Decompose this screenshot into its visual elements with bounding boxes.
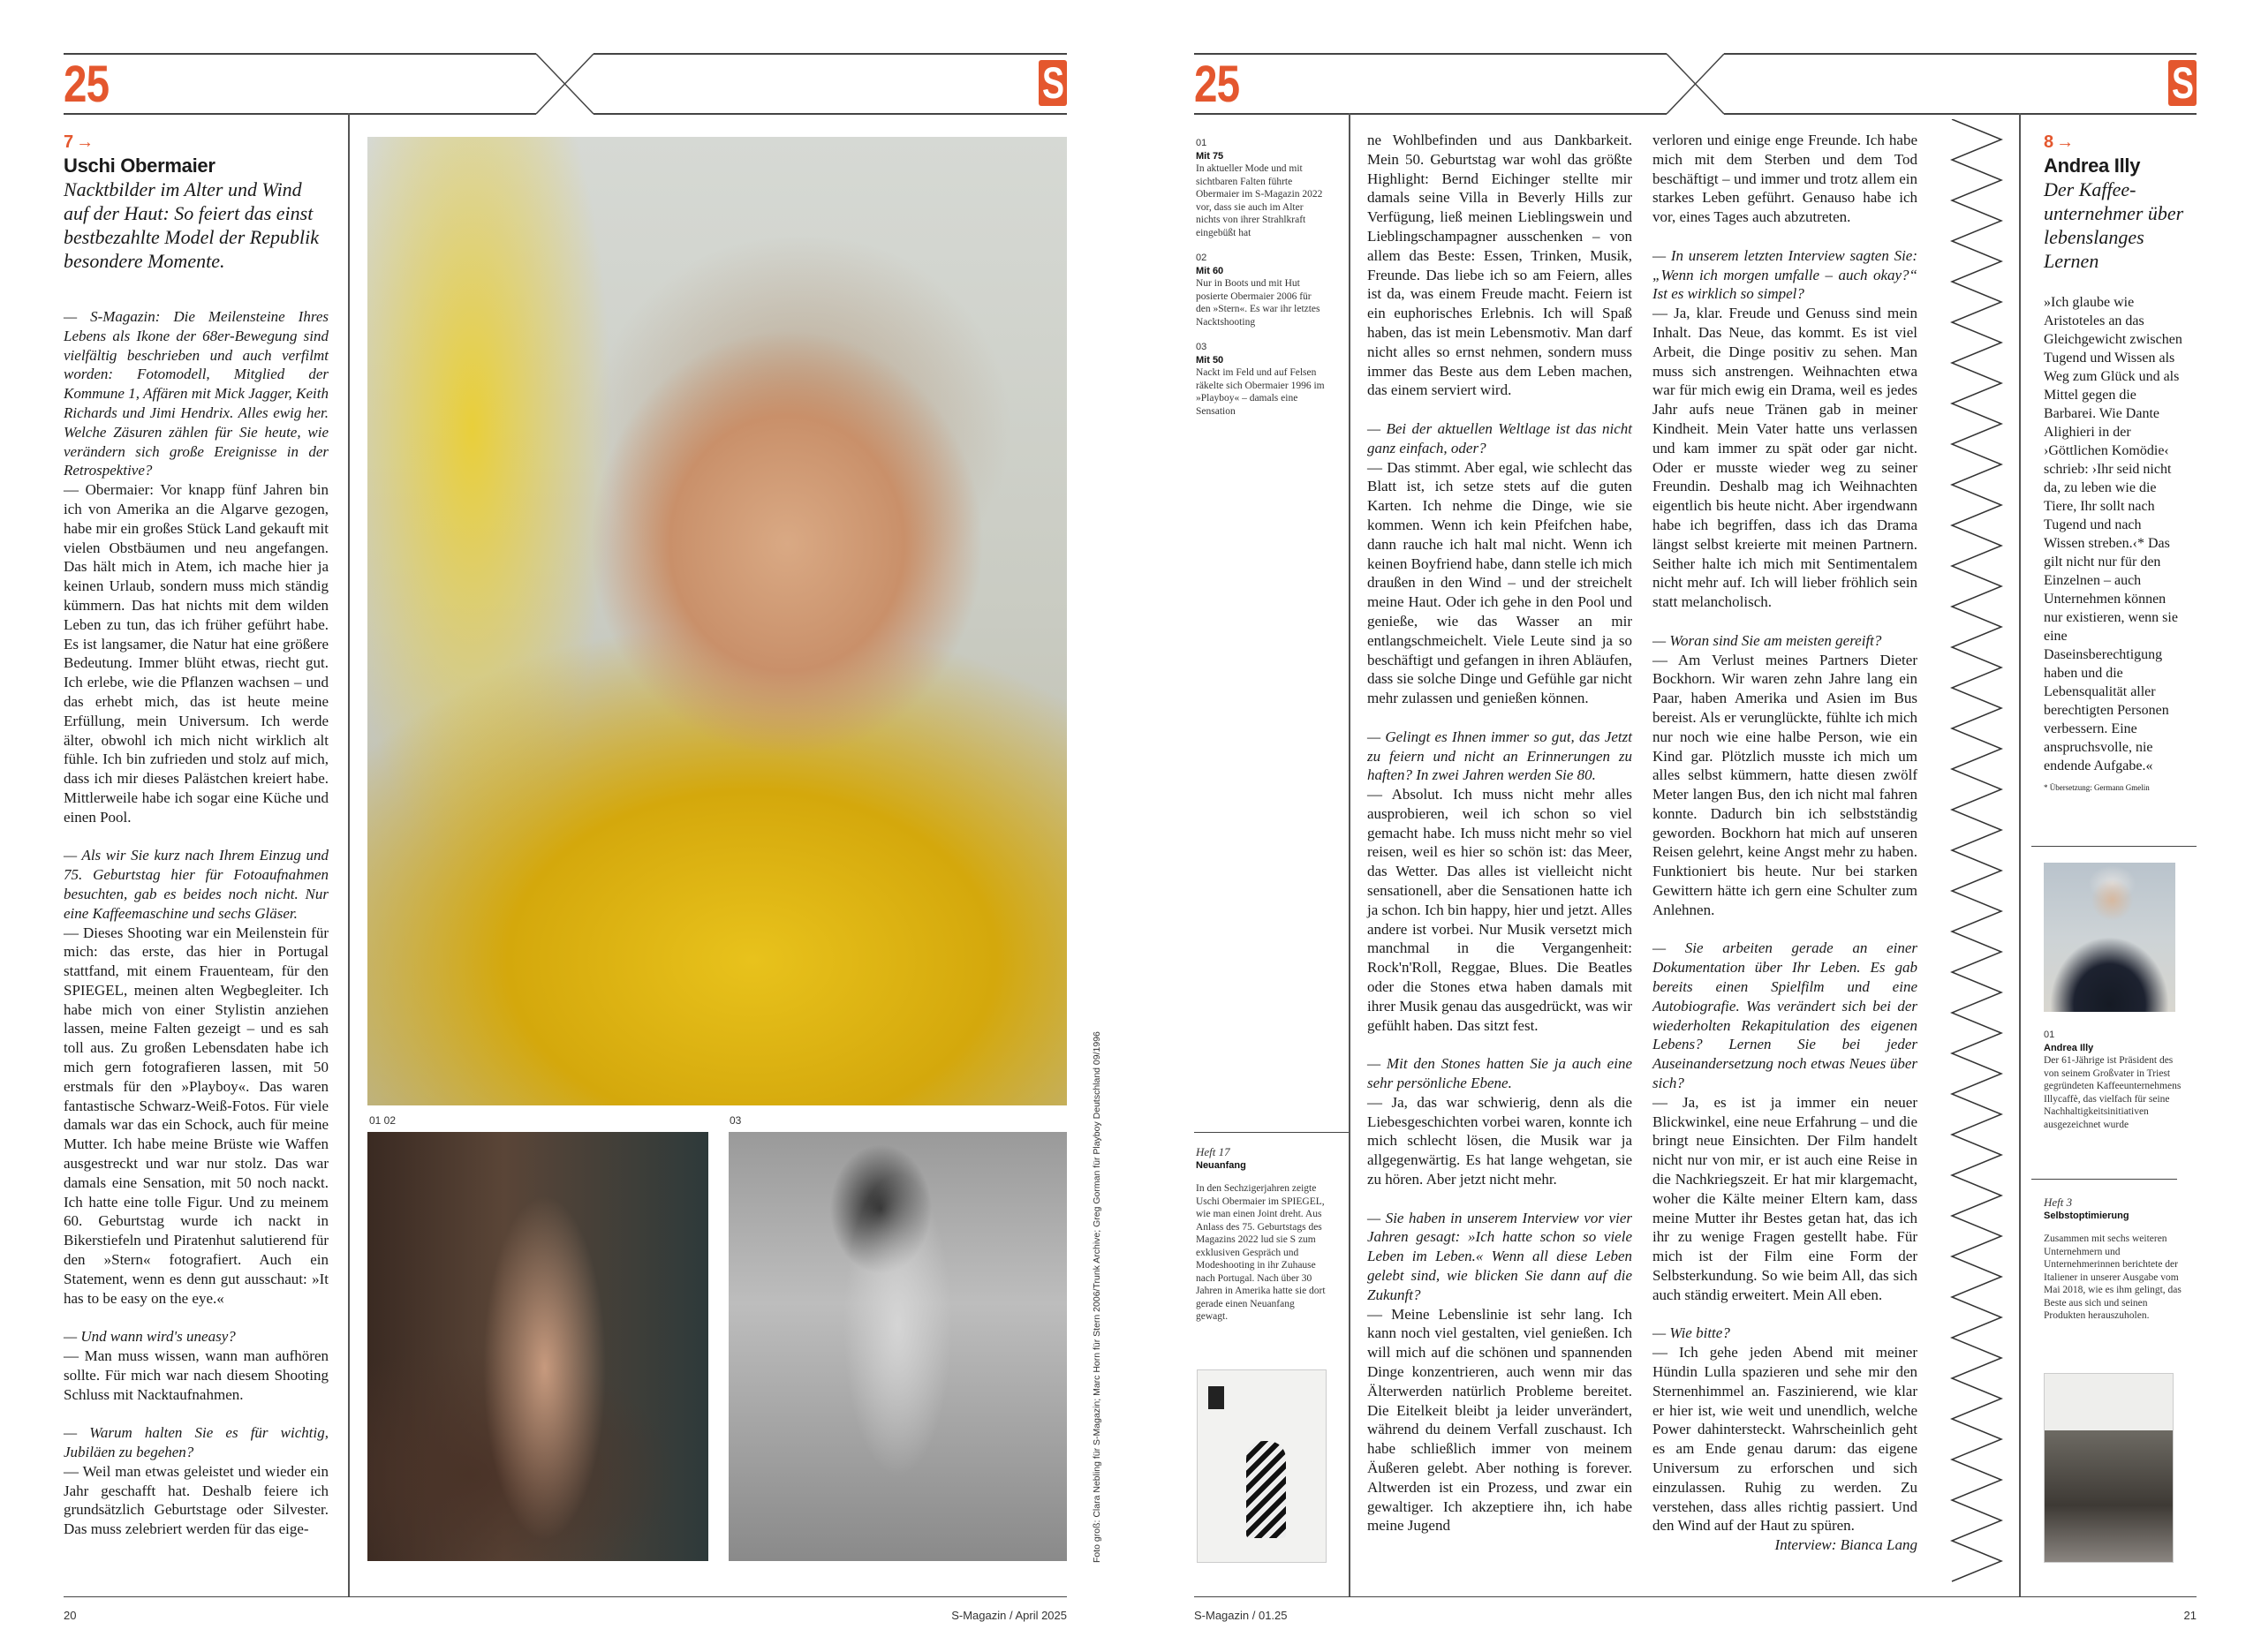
illy-quote: »Ich glaube wie Aristoteles an das Gleichgewicht zwischen Tugend und Wissen als Weg zum Glück und als Mittel gegen die Barbarei. Wie Dante Alighieri in der ›Göttlichen Komödie‹ schrieb: ›Ihr seid nicht da, zu leben wie die Tiere, Ihr sollt nach Tugend und nach Wissen streben.‹* Das gilt nicht nur für den Einzelnen – auch Unternehmen können nur existieren, wenn sie eine Daseinsberechtigung haben und die Lebensqualität aller berechtigten Personen verbessern. Eine anspruchsvolle, nie endende Aufgabe.« (2044, 295, 2182, 773)
cover-figure (1246, 1441, 1286, 1538)
heft-title: Selbstoptimierung (2044, 1210, 2129, 1221)
article-column (1652, 131, 1917, 1555)
illy-caption (2044, 1029, 2183, 1131)
heft-17-box (1196, 1146, 1328, 1324)
column-divider (348, 113, 350, 1596)
interview-question: — Und wann wird's uneasy? (64, 1328, 236, 1346)
page-number: 21 (2183, 1609, 2197, 1622)
column-divider (1349, 113, 1350, 1596)
main-photo-obermaier (367, 137, 1067, 1105)
caption-number: 03 (1196, 342, 1207, 352)
zigzag-line (1952, 119, 2001, 1581)
header-rule-top (1724, 53, 2197, 55)
interview-question: — Sie haben in unserem Interview vor vier Jahren gesagt: »Ich hatte schon so viele Leben im Leben.« Wenn all diese Leben gelebt sind, wie blicken Sie dann auf die Zukunft? (1367, 1209, 1632, 1303)
photo-credit: Foto groß: Clara Nebling für S-Magazin; Marc Horn für Stern 2006/Trunk Archive; Greg Gorman für Playboy Deutschland 09/1996 (1092, 1031, 1102, 1563)
heft-text: In den Sechzigerjahren zeigte Uschi Obermaier im SPIEGEL, wie man einen Joint dreht. Aus Anlass des 75. Geburtstags des Magazins 2022 lud sie S zum exklusiven Gespräch und Modeshooting in ihr Zuhause nach Portugal. Nach über 30 Jahren in Amerika hatte sie dort gerade einen Neuanfang gewagt. (1196, 1183, 1326, 1322)
interview-question: — Sie arbeiten gerade an einer Dokumentation über Ihr Leben. Es gab bereits einen Spielfilm und eine Autobiografie. Was verändert sich bei der wiederholten Rekapitulation des eigenen Lebens? Lernen Sie bei jeder Auseinandersetzung noch etwas Neues über sich? (1652, 939, 1917, 1092)
interview-answer: — Ja, es ist ja immer ein neuer Blickwinkel, eine neue Erfahrung – und die bringt neue Einsichten. Der Film handelt nicht nur von mir, er ist auch eine Reise in die Nachkriegszeit. Er hat mir klargemacht, woher die Kälte meiner Eltern kam, dass meine Mutter ihr Bestes getan hat, das ich ihr zu wenige Fragen gestellt habe. Für mich ist der Film eine Form der Selbsterkundung. So wie beim All, das sich auch ständig erweitert. Mein All eben. (1652, 1093, 1917, 1303)
caption-title: Andrea Illy (2044, 1042, 2094, 1053)
interview-question: — S-Magazin: Die Meilensteine Ihres Lebens als Ikone der 68er-Bewegung sind vielfältig beschrieben und auch verfilmt worden: Fotomodell, Mitglied der Kommune 1, Affären mit Mick Jagger, Keith Richards und Jimi Hendrix. Alles ewig her. Welche Zäsuren zählen für Sie heute, wie verändern sich große Ereignisse in der Retrospektive? (64, 308, 329, 479)
heft-3-box (2044, 1196, 2183, 1323)
interview-answer: — Das stimmt. Aber egal, wie schlecht das Blatt ist, ich setze stets auf die guten Karten. Ich nehme die Dinge, wie sie kommen. Wenn ich kein Pfeifchen habe, dann rauche ich halt mal nicht. Wenn ich keinen Boyfriend habe, dann stelle ich mich draußen in den Wind – und der streichelt meine Haut. Oder ich gehe in den Pool und genieße, wie das Wasser an mir entlangschmeichelt. Viele Leute sind ja so beschäftigt und gefangen in ihren Abläufen, dass sie solche Dinge und Gefühle gar nicht mehr zulassen und genießen können. (1367, 458, 1632, 707)
caption-number: 01 (2044, 1030, 2055, 1040)
heft-label: Heft 3 (2044, 1196, 2073, 1209)
arrow-right-icon: → (76, 132, 95, 152)
header-rule-top (1194, 53, 1667, 55)
illy-header (2044, 132, 2185, 273)
illy-quote-block (2044, 293, 2185, 797)
header-rule-bottom (1724, 113, 2197, 115)
interview-answer: — Dieses Shooting war ein Meilenstein für mich: das erste, das hier in Portugal stattfand, mit einem Frauenteam, für den SPIEGEL, meinen alten Wegbegleiter. Ich habe mich von einer Stylistin anziehen lassen, meine Falten gezeigt – und es sah toll aus. Zu großen Lebensdaten habe ich mich gern fotografieren lassen, mit 50 erstmals für den »Playboy«. Das waren fantastische Schwarz-Weiß-Fotos. Für viele damals war das ein Schock, auch für meine Mutter. Ich habe meine Brüste wie Waffen ausgestreckt und war nur stolz. Das war damals eine Sensation, mit 50 noch nackt. Ich hatte eine tolle Figur. Und zu meinem 60. Geburtstag wurde ich nackt in Bikerstiefeln und Piratenhut salutierend für den »Stern« fotografiert. Auch ein Statement, wenn es denn gut ausschaut: »It has to be easy on the eye.« (64, 924, 329, 1307)
issue-number: 25 (1194, 56, 1240, 113)
heft-label: Heft 17 (1196, 1145, 1230, 1158)
article-kicker[interactable] (2044, 132, 2185, 153)
header-rule-bottom (1194, 113, 1667, 115)
zigzag-divider-ornament (1948, 119, 2005, 1598)
page-number: 20 (64, 1609, 77, 1622)
caption-text: Der 61-Jährige ist Präsident des von seinem Großvater in Triest gegründeten Kaffeeunternehmens Illycaffè, das vielfach für seine Nachhaltigkeitsinitiativen ausgezeichnet wurde (2044, 1055, 2182, 1130)
caption-text: Nur in Boots und mit Hut posierte Obermaier 2006 für den »Stern«. Es war ihr letztes Nacktshooting (1196, 278, 1320, 328)
interview-answer: — Ja, das war schwierig, denn als die Liebesgeschichten vorbei waren, konnte ich mich schlecht lösen, die Musik war ja allgegenwärtig. Es hat lange wehgetan, sie zu hören. Aber jetzt nicht mehr. (1367, 1093, 1632, 1188)
kicker-number: 8 (2044, 132, 2054, 152)
interview-byline: Interview: Bianca Lang (1774, 1536, 1917, 1554)
interview-answer: ne Wohlbefinden und aus Dankbarkeit. Mein 50. Geburtstag war wohl das größte Highlight: Bernd Eichinger stellte mir damals seine Villa in Beverly Hills zur Verfügung, ließ meinen Lieblingswein und Lieblingschampagner ausschenken – von allem das Beste: Essen, Trinken, Musik, Freunde. Das liebe ich so am Feiern, alles ist da, was einem Freude macht. Feiern ist ein euphorisches Erlebnis. Ich will Spaß haben, das ist mein Lebensmotiv. Man darf nicht alles so ernst nehmen, sondern muss immer das Beste aus dem Leben machen, das einem serviert wird. (1367, 132, 1632, 399)
caption-01 (1196, 137, 1328, 239)
header-cross-ornament (1660, 51, 1731, 117)
article-subtitle: Nacktbilder im Alter und Wind auf der Haut: So feiert das einst bestbezahlte Model der Republik besondere Momente. (64, 178, 319, 272)
header-rule-top (64, 53, 536, 55)
column-divider (2019, 113, 2021, 1596)
issue-number: 25 (64, 56, 110, 113)
photo-label: 03 (730, 1114, 742, 1127)
interview-answer: — Ich gehe jeden Abend mit meiner Hündin Lulla spazieren und sehe mir den Sternenhimmel an. Faszinierend, wie klar er hier ist, wie weit und unendlich, welche Power dahintersteckt. Wahrscheinlich geht es am Ende genau darum: das eigene Universum zu erforschen und sich einzulassen. Ruhig zu werden. Zu verstehen, dass alles richtig passiert. Und den Wind auf der Haut zu spüren. (1652, 1344, 1917, 1535)
heft-title: Neuanfang (1196, 1159, 1246, 1171)
arrow-right-icon: → (2056, 132, 2075, 152)
caption-02 (1196, 252, 1328, 328)
sidebar-rule (2031, 846, 2197, 847)
interview-question: — In unserem letzten Interview sagten Sie: „Wenn ich morgen umfalle – auch okay?“ Ist es wirklich so simpel? (1652, 246, 1917, 303)
interview-question: — Wie bitte? (1652, 1324, 1730, 1342)
photo-stern-2006 (367, 1132, 708, 1561)
interview-answer: — Weil man etwas geleistet und wieder ein Jahr geschafft hat. Deshalb feiere ich grundsätzlich Geburtstage oder Silvester. Das muss zelebriert werden für das eige- (64, 1462, 329, 1538)
interview-question: — Mit den Stones hatten Sie ja auch eine sehr persönliche Ebene. (1367, 1055, 1632, 1092)
heft-text: Zusammen mit sechs weiteren Unternehmern und Unternehmerinnen berichtete der Italiener in unserer Ausgabe vom Mai 2018, wie es ihm gelingt, das Beste aus sich und seinen Produkten herauszuholen. (2044, 1233, 2182, 1321)
header-rule-bottom (64, 113, 536, 115)
interview-answer: — Absolut. Ich muss nicht mehr alles ausprobieren, weil ich schon so viel gemacht habe. Ich muss nicht mehr so viel reisen, weil es hier so schön ist: das Meer, das Wetter. Das alles ist vielleicht nicht sensationell, aber die Sensationen hatte ich ja schon. Ich bin happy, hier und jetzt. Alles andere ist vorbei. Nur Musik versetzt mich manchmal in die Vergangenheit: Rock'n'Roll, Reggae, Blues. Die Beatles oder die Stones etwa haben damals mit ihrer Musik genau das ausgedrückt, was wir gefühlt haben. Das sitzt fest. (1367, 786, 1632, 1034)
sidebar-rule (1194, 1132, 1349, 1133)
caption-title: Mit 50 (1196, 354, 1224, 366)
photo-andrea-illy (2044, 863, 2175, 1012)
sidebar-rule (2031, 1179, 2177, 1180)
article-header (64, 132, 329, 273)
interview-question: — Bei der aktuellen Weltlage ist das nicht ganz einfach, oder? (1367, 419, 1632, 456)
interview-answer: verloren und einige enge Freunde. Ich habe mich mit dem Sterben und dem Tod beschäftigt – und immer und trotz allem ein starkes Leben geführt. Genauso habe ich vor, eines Tages auch abzutreten. (1652, 132, 1917, 226)
s-magazin-logo: S (2168, 60, 2197, 106)
article-name: Uschi Obermaier (64, 155, 216, 177)
article-subtitle: Der Kaffeeunternehmer über lebenslanges Lernen (2044, 178, 2184, 272)
caption-number: 01 (1196, 138, 1207, 148)
heft-3-cover-thumbnail[interactable] (2044, 1373, 2174, 1563)
footer-rule (1194, 1596, 2197, 1597)
interview-question: — Woran sind Sie am meisten gereift? (1652, 631, 1882, 649)
interview-answer: — Am Verlust meines Partners Dieter Bockhorn. Wir waren zehn Jahre lang ein Paar, haben Amerika und Asien im Bus bereist. Als er verunglückte, fühlte ich mich nur noch wie eine halbe Person, wie ein Kind gar. Plötzlich musste ich mich um alles selbst kümmern, hatte diesen zwölf Meter langen Bus, den ich nicht mal fahren konnte. Dadurch bin ich selbstständig geworden. Bockhorn hat mich auf unseren Reisen gelehrt, keine Angst mehr zu haben. Funktioniert bis heute. Nur bei starken Gewittern hätte ich gern eine Schulter zum Anlehnen. (1652, 651, 1917, 918)
footer-issue: S-Magazin / April 2025 (951, 1609, 1067, 1622)
interview-question: — Als wir Sie kurz nach Ihrem Einzug und 75. Geburtstag hier für Fotoaufnahmen besuchten, gab es beides noch nicht. Nur eine Kaffeemaschine und sechs Gläser. (64, 847, 329, 922)
caption-text: Nackt im Feld und auf Felsen räkelte sich Obermaier 1996 im »Playboy« – damals eine Sensation (1196, 367, 1325, 417)
footnote: * Übersetzung: Germann Gmelin (2044, 783, 2150, 792)
article-name: Andrea Illy (2044, 155, 2141, 177)
article-kicker[interactable] (64, 132, 329, 153)
interview-answer: — Man muss wissen, wann man aufhören sollte. Für mich war nach diesem Shooting Schluss mit Nacktaufnahmen. (64, 1347, 329, 1403)
article-column (64, 307, 329, 1539)
header-rule-top (594, 53, 1067, 55)
photo-label: 01 02 (369, 1114, 397, 1127)
interview-question: — Warum halten Sie es für wichtig, Jubiläen zu begehen? (64, 1424, 329, 1461)
caption-03 (1196, 341, 1328, 418)
footer-issue: S-Magazin / 01.25 (1194, 1609, 1288, 1622)
caption-title: Mit 75 (1196, 150, 1224, 162)
header-cross-ornament (530, 51, 601, 117)
interview-answer: — Ja, klar. Freude und Genuss sind mein Inhalt. Das Neue, das kommt. Es ist viel Arbeit, die Dinge positiv zu sehen. Man muss sich anstrengen. Weihnachten etwa war für mich ewig ein Drama, weil es jedes Jahr aufs neue Tränen gab in meiner Kindheit. Mein Vater hatte uns verlassen und kam immer zu spät oder gar nicht. Oder er musste wieder weg zu seiner Freundin. Deshalb mag ich Weihnachten eigentlich bis heute nicht. Aber irgendwann habe ich begriffen, dass ich das Drama längst selbst kreierte mit meinen Partnern. Seither halte ich mich mit Sentimentalem nicht mehr auf. Ich will lieber fröhlich sein statt melancholisch. (1652, 305, 1917, 611)
heft-17-cover-thumbnail[interactable] (1197, 1369, 1327, 1563)
interview-question: — Gelingt es Ihnen immer so gut, das Jetzt zu feiern und nicht an Erinnerungen zu haften? In zwei Jahren werden Sie 80. (1367, 728, 1632, 784)
interview-answer: — Meine Lebenslinie ist sehr lang. Ich kann noch viel gestalten, viel genießen. Ich will mich auf die schönen und spannenden Dinge konzentrieren, auch wenn mir das Älterwerden natürlich Probleme bereitet. Die Eitelkeit bleibt ja leider unverändert, während du deinem Verfall zuschaust. Ich habe schließlich immer von meinem Äußeren gelebt. Aber nothing is forever. Altwerden ist ein Prozess, und zwar ein gewaltiger. Ich akzeptiere ihn, ich habe meine Jugend (1367, 1305, 1632, 1535)
cover-logo-icon (1208, 1386, 1224, 1409)
caption-title: Mit 60 (1196, 265, 1224, 276)
caption-number: 02 (1196, 253, 1207, 263)
article-column (1367, 131, 1632, 1535)
interview-answer: — Obermaier: Vor knapp fünf Jahren bin ich von Amerika an die Algarve gezogen, habe mir ein großes Stück Land gekauft mit vielen Obstbäumen und neu angefangen. Das hält mich in Atem, ich mache hier ja keinen Urlaub, sondern muss mich ständig kümmern. Das hat nichts mit dem wilden Leben zu tun, das ich früher geführt habe. Es ist langsamer, die Natur hat eine größere Bedeutung. Immer blüht etwas, riecht gut. Ich erlebe, wie die Pflanzen wachsen – und das erhebt mich, das ist heute meine Erfüllung, mein Universum. Ich werde älter, obwohl ich mich nicht wirklich alt fühle. Ich bin zufrieden und stolz auf mich, dass ich mir dieses Palästchen kreiert habe. Mittlerweile habe ich sogar eine Küche und einen Pool. (64, 481, 329, 826)
photo-captions (1196, 137, 1328, 430)
footer-rule (64, 1596, 1067, 1597)
caption-text: In aktueller Mode und mit sichtbaren Falten führte Obermaier im S-Magazin 2022 vor, dass sie auch im Alter nichts von ihrer Strahlkraft eingebüßt hat (1196, 163, 1323, 238)
s-magazin-logo: S (1039, 60, 1067, 106)
photo-playboy-1996 (729, 1132, 1067, 1561)
kicker-number: 7 (64, 132, 74, 152)
header-rule-bottom (594, 113, 1067, 115)
